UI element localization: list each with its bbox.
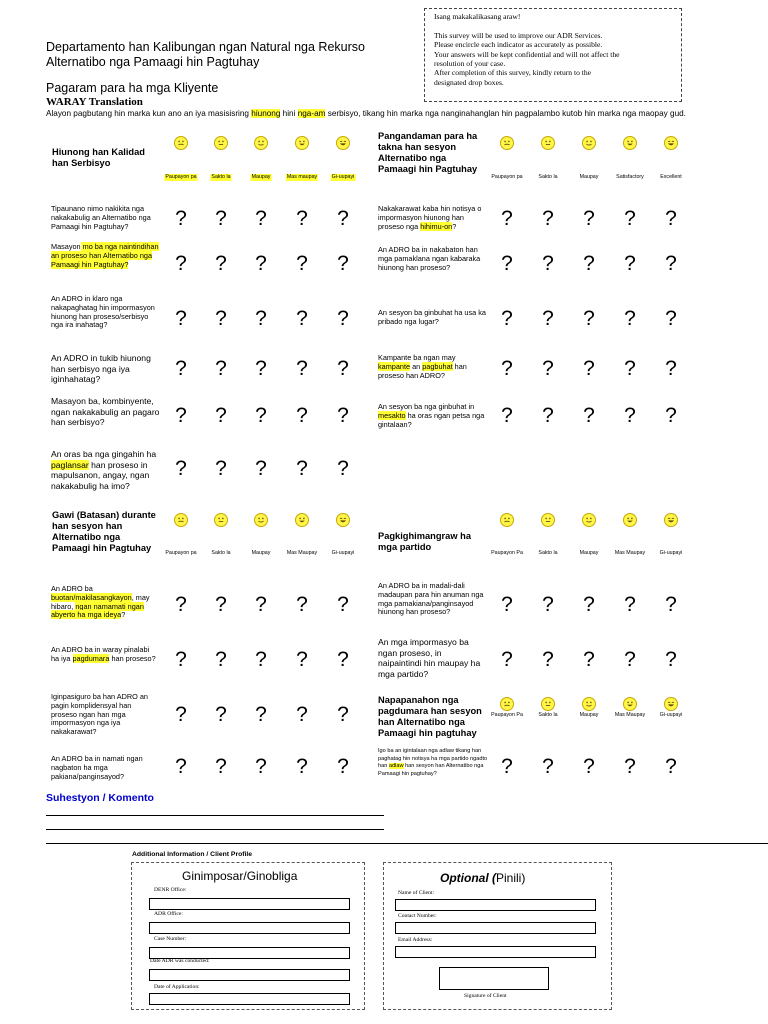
rating-mark[interactable]: ? — [296, 755, 308, 778]
department-title — [46, 40, 426, 70]
rating-mark[interactable]: ? — [542, 357, 554, 380]
rating-mark[interactable]: ? — [296, 307, 308, 330]
rating-mark[interactable]: ? — [255, 357, 267, 380]
rating-mark[interactable]: ? — [175, 404, 187, 427]
rating-mark[interactable]: ? — [542, 404, 554, 427]
rating-label: Mas maupay — [286, 174, 318, 180]
question-text — [51, 449, 161, 491]
rating-label: Excellent — [660, 174, 682, 180]
rating-mark[interactable]: ? — [624, 357, 636, 380]
rating-mark[interactable]: ? — [665, 593, 677, 616]
rating-label: Maupay — [579, 550, 599, 556]
rating-mark[interactable]: ? — [542, 648, 554, 671]
rating-mark[interactable]: ? — [501, 593, 513, 616]
section-title-preparation: Pangandaman para ha takna han sesyon Alternatibo nga Pamaagi hin Pagtuhay — [378, 131, 478, 174]
laughing-face-icon — [336, 136, 350, 150]
question-highlight: buotan/makilasangkayon — [51, 592, 132, 602]
question-fragment: Iginpasiguro ba han ADRO an pagin komplidensyal han proseso ngan han mga impormasyon nga iya nakakarawat? — [51, 692, 148, 737]
question-text — [51, 646, 156, 664]
rating-mark[interactable]: ? — [175, 357, 187, 380]
rating-mark[interactable]: ? — [665, 755, 677, 778]
intro-text — [46, 109, 726, 119]
question-fragment: han proseso han ADRO? — [378, 361, 467, 380]
neutral-face-icon — [214, 136, 228, 150]
rating-mark[interactable]: ? — [296, 357, 308, 380]
notice-line: Please encircle each indicator as accurately as possible. — [434, 40, 603, 50]
question-fragment: An ADRO ba in waray pinalabi ha iya — [51, 645, 150, 663]
rating-mark[interactable]: ? — [175, 207, 187, 230]
smile-face-icon — [254, 513, 268, 527]
grin-face-icon — [295, 513, 309, 527]
rating-mark[interactable]: ? — [624, 207, 636, 230]
thinking-face-icon — [500, 697, 514, 711]
thinking-face-icon — [174, 513, 188, 527]
thinking-face-icon — [500, 513, 514, 527]
grin-face-icon — [295, 136, 309, 150]
question-text — [51, 755, 156, 781]
rating-mark[interactable]: ? — [255, 457, 267, 480]
rating-label: Maupay — [579, 174, 599, 180]
section-title-conduct: Gawi (Batasan) durante han sesyon han Alternatibo nga Pamaagi hin Pagtuhay — [52, 510, 156, 553]
field-label: DENR Office: — [154, 887, 187, 893]
rating-mark[interactable]: ? — [624, 252, 636, 275]
rating-mark[interactable]: ? — [501, 755, 513, 778]
question-fragment: An ADRO in tukib hiunong han serbisyo nga iya iginhahatag? — [51, 353, 151, 384]
question-text — [378, 403, 486, 429]
rating-mark[interactable]: ? — [337, 252, 349, 275]
rating-label: Sakto la — [538, 174, 558, 180]
optional-title-italic: Optional ( — [440, 871, 496, 885]
question-fragment: Masayon ba, kombinyente, ngan nakakabulig an pagaro han serbisyo? — [51, 396, 160, 427]
rating-mark[interactable]: ? — [501, 404, 513, 427]
rating-label: Gi-uupayi — [659, 550, 683, 556]
question-fragment: Masayon — [51, 242, 81, 251]
question-fragment: An ADRO ba in nakabaton han mga pamaklana ngan kabaraka hiunong han proseso? — [378, 245, 481, 272]
question-highlight: adlaw — [388, 763, 404, 770]
rating-mark[interactable]: ? — [542, 252, 554, 275]
rating-mark[interactable]: ? — [583, 357, 595, 380]
question-fragment: ? — [121, 610, 126, 620]
rating-mark[interactable]: ? — [296, 593, 308, 616]
optional-info-box — [383, 862, 612, 1010]
rating-mark[interactable]: ? — [215, 755, 227, 778]
question-text — [51, 585, 156, 620]
question-fragment: An ADRO ba in madali-dali madaupan para hin anuman nga mga pamakiana/panginsayod hiunong han proseso? — [378, 581, 484, 617]
rating-mark[interactable]: ? — [337, 648, 349, 671]
rating-mark[interactable]: ? — [337, 404, 349, 427]
rating-mark[interactable]: ? — [501, 252, 513, 275]
grin-face-icon — [623, 697, 637, 711]
rating-mark[interactable]: ? — [542, 207, 554, 230]
rating-label: Maupay — [251, 174, 271, 180]
rating-mark[interactable]: ? — [501, 207, 513, 230]
notice-line: Your answers will be kept confidential and will not affect the — [434, 49, 620, 59]
rating-mark[interactable]: ? — [296, 207, 308, 230]
rating-mark[interactable]: ? — [215, 207, 227, 230]
comment-line-3[interactable] — [46, 843, 768, 844]
section-title-quality: Hiunong han Kalidad han Serbisyo — [52, 147, 145, 168]
rating-mark[interactable]: ? — [215, 252, 227, 275]
rating-mark[interactable]: ? — [296, 703, 308, 726]
question-fragment: An ADRO ba in namati ngan nagbaton ha mga pakiana/panginsayod? — [51, 754, 143, 781]
question-text — [378, 637, 486, 679]
rating-mark[interactable]: ? — [501, 648, 513, 671]
question-text — [378, 748, 488, 778]
rating-mark[interactable]: ? — [583, 755, 595, 778]
rating-mark[interactable]: ? — [583, 648, 595, 671]
department-line-1: Departamento han Kalibungan ngan Natural nga Rekurso — [46, 40, 365, 54]
question-text — [51, 396, 161, 428]
question-highlight: mesakto — [378, 410, 406, 420]
translation-label: WARAY Translation — [46, 96, 143, 108]
optional-title-rest: Pinili) — [496, 871, 526, 885]
rating-mark[interactable]: ? — [215, 648, 227, 671]
rating-mark[interactable]: ? — [175, 648, 187, 671]
question-fragment: Igo ba an igintalaan nga adlaw tikang han paghatag hin notisya ha mga partido ngadto han — [378, 748, 488, 770]
rating-label: Gi-uupayi — [331, 550, 355, 556]
notice-box — [424, 8, 682, 102]
rating-mark[interactable]: ? — [296, 404, 308, 427]
rating-label: Paupayon pa — [491, 174, 523, 180]
section-title-timeliness: Napapanahon nga pagdumara han sesyon han Alternatibo nga Pamaagi hin pagtuhay — [378, 695, 482, 738]
question-fragment: An sesyon ba ginbuhat ha usa ka pribado nga lugar? — [378, 308, 486, 326]
rating-mark[interactable]: ? — [337, 703, 349, 726]
neutral-face-icon — [214, 513, 228, 527]
laughing-face-icon — [664, 697, 678, 711]
neutral-face-icon — [541, 697, 555, 711]
question-fragment: , may hibaro, — [51, 592, 150, 611]
rating-mark[interactable]: ? — [583, 593, 595, 616]
rating-mark[interactable]: ? — [255, 307, 267, 330]
question-text — [51, 295, 161, 330]
program-title: Pagaram para ha mga Kliyente — [46, 81, 219, 95]
intro-text-b: hini — [280, 109, 298, 118]
question-highlight: kampante — [378, 361, 411, 371]
rating-mark[interactable]: ? — [542, 755, 554, 778]
question-text — [51, 353, 161, 385]
rating-label: Paupayon Pa — [491, 712, 523, 718]
rating-mark[interactable]: ? — [583, 307, 595, 330]
smile-face-icon — [254, 136, 268, 150]
question-text — [378, 309, 486, 327]
rating-label: Sakto la — [211, 174, 231, 180]
rating-label: Gi-uupayi — [331, 174, 355, 180]
rating-mark[interactable]: ? — [624, 404, 636, 427]
rating-mark[interactable]: ? — [215, 593, 227, 616]
question-fragment: ? — [452, 221, 457, 231]
profile-heading: Additional Information / Client Profile — [132, 851, 253, 858]
neutral-face-icon — [541, 136, 555, 150]
optional-info-title — [440, 871, 525, 885]
question-text — [378, 246, 486, 272]
rating-label: Maupay — [251, 550, 271, 556]
field-label: Contact Number: — [398, 913, 437, 919]
rating-mark[interactable]: ? — [665, 648, 677, 671]
rating-label: Mas Maupay — [286, 550, 318, 556]
thinking-face-icon — [174, 136, 188, 150]
notice-line: resolution of your case. — [434, 59, 506, 69]
rating-label: Maupay — [579, 712, 599, 718]
notice-line: This survey will be used to improve our ADR Services. — [434, 30, 603, 40]
field-label: ADR Office: — [154, 911, 183, 917]
question-text — [51, 693, 156, 737]
rating-mark[interactable]: ? — [624, 648, 636, 671]
question-text — [378, 354, 486, 380]
rating-mark[interactable]: ? — [583, 207, 595, 230]
signature-label: Signature of Client — [464, 993, 507, 999]
rating-mark[interactable]: ? — [337, 457, 349, 480]
rating-mark[interactable]: ? — [337, 593, 349, 616]
question-fragment: An ADRO in klaro nga nakapaghatag hin impormasyon hiunong han proseso/serbisyo nga ira inahatag? — [51, 294, 155, 330]
suggestion-label: Suhestyon / Komento — [46, 792, 154, 804]
question-fragment: Tipaunano nimo nakikita nga nakakabulig an Alternatibo nga Pamaagi hin Pagtuhay? — [51, 204, 151, 231]
rating-mark[interactable]: ? — [215, 703, 227, 726]
rating-mark[interactable]: ? — [665, 207, 677, 230]
required-info-title: Ginimposar/Ginobliga — [182, 869, 298, 883]
question-highlight: pagbuhat — [422, 361, 453, 371]
rating-mark[interactable]: ? — [665, 404, 677, 427]
rating-mark[interactable]: ? — [542, 307, 554, 330]
rating-mark[interactable]: ? — [337, 207, 349, 230]
rating-label: Mas Maupay — [614, 550, 646, 556]
required-info-box — [131, 862, 365, 1010]
rating-mark[interactable]: ? — [296, 457, 308, 480]
question-fragment: An mga impormasyo ba ngan proseso, in naipaintindi hin maupay ha mga partido? — [378, 637, 481, 679]
question-highlight: paglansar — [51, 459, 89, 470]
question-text — [378, 582, 486, 617]
rating-mark[interactable]: ? — [175, 457, 187, 480]
field-label: Case Number: — [154, 936, 187, 942]
question-fragment: an — [410, 361, 423, 371]
rating-mark[interactable]: ? — [337, 357, 349, 380]
rating-mark[interactable]: ? — [175, 252, 187, 275]
rating-mark[interactable]: ? — [624, 307, 636, 330]
rating-label: Mas Maupay — [614, 712, 646, 718]
notice-line: After completion of this survey, kindly return to the — [434, 68, 592, 78]
rating-mark[interactable]: ? — [501, 307, 513, 330]
question-fragment: An sesyon ba nga ginbuhat in — [378, 402, 475, 411]
rating-mark[interactable]: ? — [665, 252, 677, 275]
question-fragment: Nakakarawat kaba hin notisya o impormasyon hiunong han proseso nga — [378, 204, 482, 231]
rating-mark[interactable]: ? — [175, 307, 187, 330]
rating-mark[interactable]: ? — [583, 404, 595, 427]
comment-line-1[interactable] — [46, 815, 384, 816]
field-label: Date ADR was conducted: — [150, 958, 210, 964]
rating-mark[interactable]: ? — [175, 755, 187, 778]
rating-mark[interactable]: ? — [583, 252, 595, 275]
notice-greeting: Isang makakalikasang araw! — [434, 12, 521, 21]
smile-face-icon — [582, 136, 596, 150]
question-highlight: pagdumara — [72, 653, 110, 663]
smile-face-icon — [582, 513, 596, 527]
rating-mark[interactable]: ? — [665, 357, 677, 380]
section-title-communication: Pagkighimangraw ha mga partido — [378, 531, 471, 552]
rating-mark[interactable]: ? — [255, 207, 267, 230]
rating-label: Satisfactory — [616, 174, 644, 180]
intro-text-a: Alayon pagbutang hin marka kun ano an iya masisisring — [46, 109, 252, 118]
rating-mark[interactable]: ? — [624, 755, 636, 778]
intro-highlight-2: nga-am — [297, 109, 326, 118]
grin-face-icon — [623, 136, 637, 150]
smile-face-icon — [582, 697, 596, 711]
intro-highlight-1: hiunong — [251, 109, 281, 118]
field-label: Name of Client: — [398, 890, 435, 896]
rating-mark[interactable]: ? — [255, 252, 267, 275]
rating-mark[interactable]: ? — [175, 703, 187, 726]
field-label: Date of Application: — [154, 984, 200, 990]
question-fragment: han sesyon han Alternatibo nga Pamaagi hin pagtuhay? — [378, 763, 484, 777]
question-highlight: mo ba nga naintindihan an proseso han Alternatibo nga Pamaagi hin Pagtuhay? — [51, 242, 159, 269]
question-fragment: han proseso in mapulsanon, angay, ngan nakakabulig ha imo? — [51, 459, 150, 491]
question-text — [51, 243, 161, 269]
thinking-face-icon — [500, 136, 514, 150]
question-fragment: han proseso? — [109, 653, 156, 663]
rating-mark[interactable]: ? — [255, 755, 267, 778]
question-fragment: An oras ba nga gingahin ha — [51, 449, 157, 459]
question-fragment: ha oras ngan petsa nga gintalaan? — [378, 410, 485, 429]
rating-mark[interactable]: ? — [255, 703, 267, 726]
rating-label: Sakto la — [538, 712, 558, 718]
neutral-face-icon — [541, 513, 555, 527]
question-highlight: ngan namamati ngan abyerto ha mga ideya — [51, 601, 144, 620]
rating-mark[interactable]: ? — [296, 252, 308, 275]
comment-line-2[interactable] — [46, 829, 384, 830]
laughing-face-icon — [336, 513, 350, 527]
rating-mark[interactable]: ? — [501, 357, 513, 380]
rating-mark[interactable]: ? — [337, 755, 349, 778]
rating-label: Gi-uupayi — [659, 712, 683, 718]
laughing-face-icon — [664, 136, 678, 150]
rating-mark[interactable]: ? — [215, 357, 227, 380]
grin-face-icon — [623, 513, 637, 527]
rating-mark[interactable]: ? — [255, 593, 267, 616]
rating-mark[interactable]: ? — [215, 307, 227, 330]
rating-mark[interactable]: ? — [255, 404, 267, 427]
rating-mark[interactable]: ? — [255, 648, 267, 671]
rating-mark[interactable]: ? — [215, 457, 227, 480]
rating-mark[interactable]: ? — [337, 307, 349, 330]
rating-label: Sakto la — [211, 550, 231, 556]
question-text — [378, 205, 486, 231]
question-highlight: hihimu-on — [420, 221, 453, 231]
question-fragment: An ADRO ba — [51, 584, 93, 593]
field-label: Email Address: — [398, 937, 433, 943]
rating-mark[interactable]: ? — [542, 593, 554, 616]
rating-mark[interactable]: ? — [215, 404, 227, 427]
rating-label: Sakto la — [538, 550, 558, 556]
rating-label: Paupayon Pa — [491, 550, 523, 556]
question-text — [51, 205, 161, 231]
rating-mark[interactable]: ? — [175, 593, 187, 616]
rating-mark[interactable]: ? — [624, 593, 636, 616]
intro-text-c: serbisyo, tikang hin marka nga nanginahanglan hin pagpalambo kutob hin marka nga maopay gud. — [325, 109, 686, 118]
department-line-2: Alternatibo nga Pamaagi hin Pagtuhay — [46, 55, 260, 69]
notice-line: designated drop boxes. — [434, 77, 504, 87]
rating-mark[interactable]: ? — [296, 648, 308, 671]
question-fragment: Kampante ba ngan may — [378, 353, 456, 362]
rating-mark[interactable]: ? — [665, 307, 677, 330]
laughing-face-icon — [664, 513, 678, 527]
rating-label: Paupayon pa — [165, 174, 197, 180]
rating-label: Paupayon pa — [165, 550, 197, 556]
